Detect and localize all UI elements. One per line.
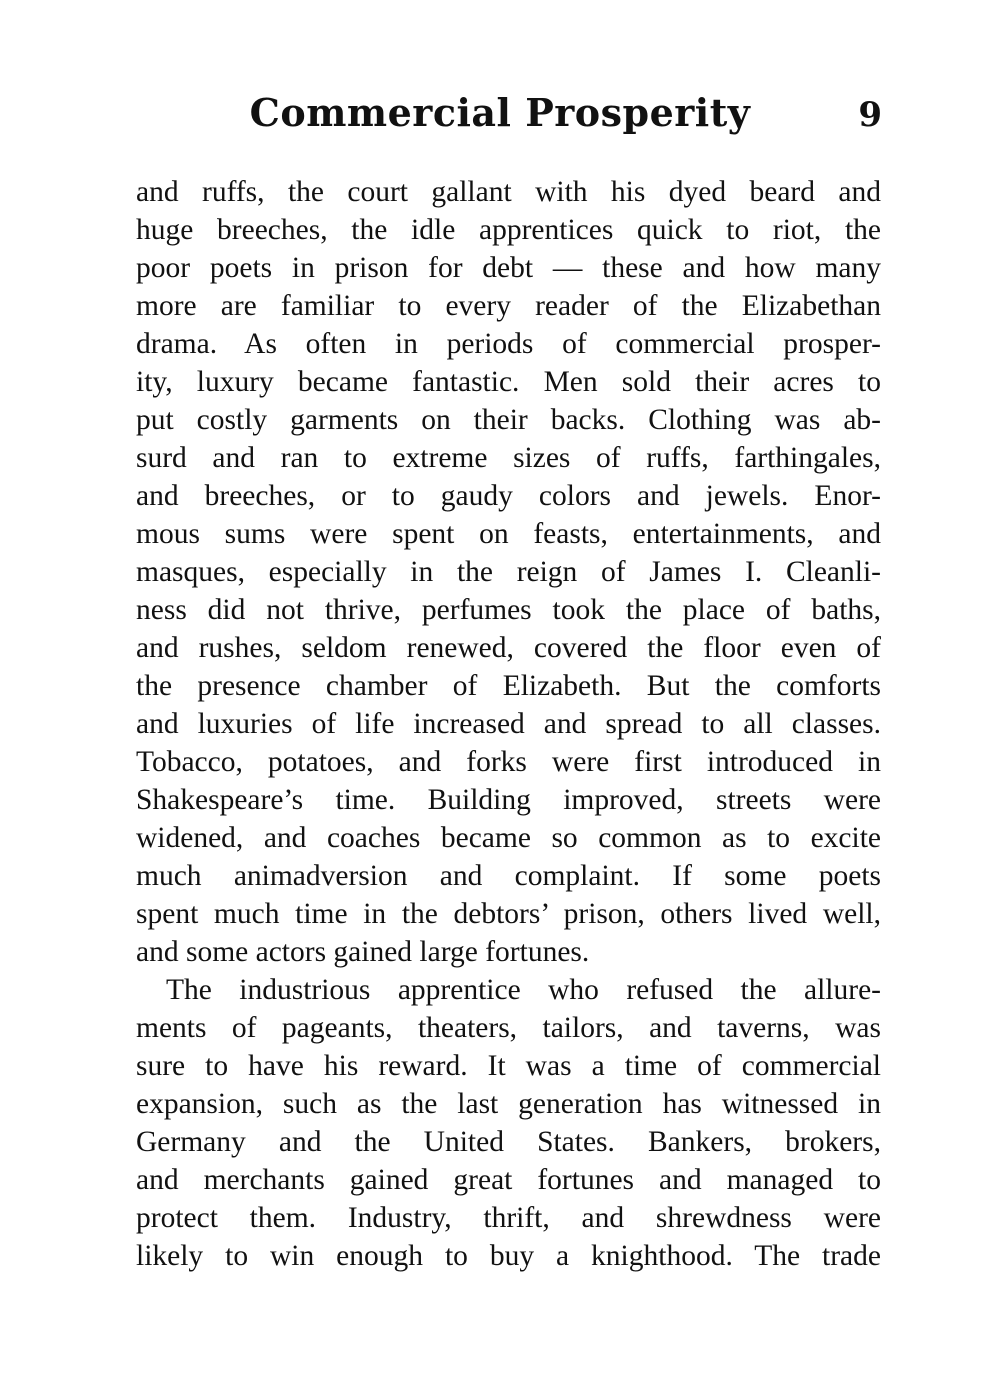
paragraph — [136, 971, 881, 1275]
text-line: much animadversion and complaint. If some poets — [136, 860, 881, 892]
text-line: and merchants gained great fortunes and managed to — [136, 1164, 881, 1196]
text-line: and some actors gained large fortunes. — [136, 936, 590, 968]
paragraph — [136, 173, 881, 971]
page-header — [0, 88, 1000, 148]
text-line: and ruffs, the court gallant with his dyed beard and — [136, 176, 881, 208]
page-number: 9 — [858, 95, 882, 135]
text-line: widened, and coaches became so common as to excite — [136, 822, 881, 854]
text-line: expansion, such as the last generation has witnessed in — [136, 1088, 881, 1120]
text-line: masques, especially in the reign of James I. Cleanli- — [136, 556, 881, 588]
text-line: ness did not thrive, perfumes took the place of baths, — [136, 594, 881, 626]
text-line: spent much time in the debtors’ prison, others lived well, — [136, 898, 881, 930]
text-line: sure to have his reward. It was a time of commercial — [136, 1050, 881, 1082]
body-text — [136, 173, 881, 1275]
text-line: and rushes, seldom renewed, covered the floor even of — [136, 632, 881, 664]
text-line: the presence chamber of Elizabeth. But the comforts — [136, 670, 881, 702]
text-line: surd and ran to extreme sizes of ruffs, farthingales, — [136, 442, 881, 474]
text-line: drama. As often in periods of commercial prosper- — [136, 328, 881, 360]
text-line: and luxuries of life increased and spread to all classes. — [136, 708, 881, 740]
running-head: Commercial Prosperity — [249, 90, 751, 135]
text-line: more are familiar to every reader of the Elizabethan — [136, 290, 881, 322]
text-line: ity, luxury became fantastic. Men sold their acres to — [136, 366, 881, 398]
text-line: The industrious apprentice who refused the allure- — [166, 974, 881, 1006]
text-line: put costly garments on their backs. Clothing was ab- — [136, 404, 881, 436]
text-line: and breeches, or to gaudy colors and jewels. Enor- — [136, 480, 881, 512]
text-line: ments of pageants, theaters, tailors, and taverns, was — [136, 1012, 881, 1044]
text-line: Germany and the United States. Bankers, brokers, — [136, 1126, 881, 1158]
text-line: Shakespeare’s time. Building improved, streets were — [136, 784, 881, 816]
text-line: poor poets in prison for debt — these and how many — [136, 252, 881, 284]
text-line: Tobacco, potatoes, and forks were first introduced in — [136, 746, 881, 778]
text-line: likely to win enough to buy a knighthood. The trade — [136, 1240, 881, 1272]
text-line: huge breeches, the idle apprentices quick to riot, the — [136, 214, 881, 246]
text-line: protect them. Industry, thrift, and shrewdness were — [136, 1202, 881, 1234]
text-line: mous sums were spent on feasts, entertainments, and — [136, 518, 881, 550]
